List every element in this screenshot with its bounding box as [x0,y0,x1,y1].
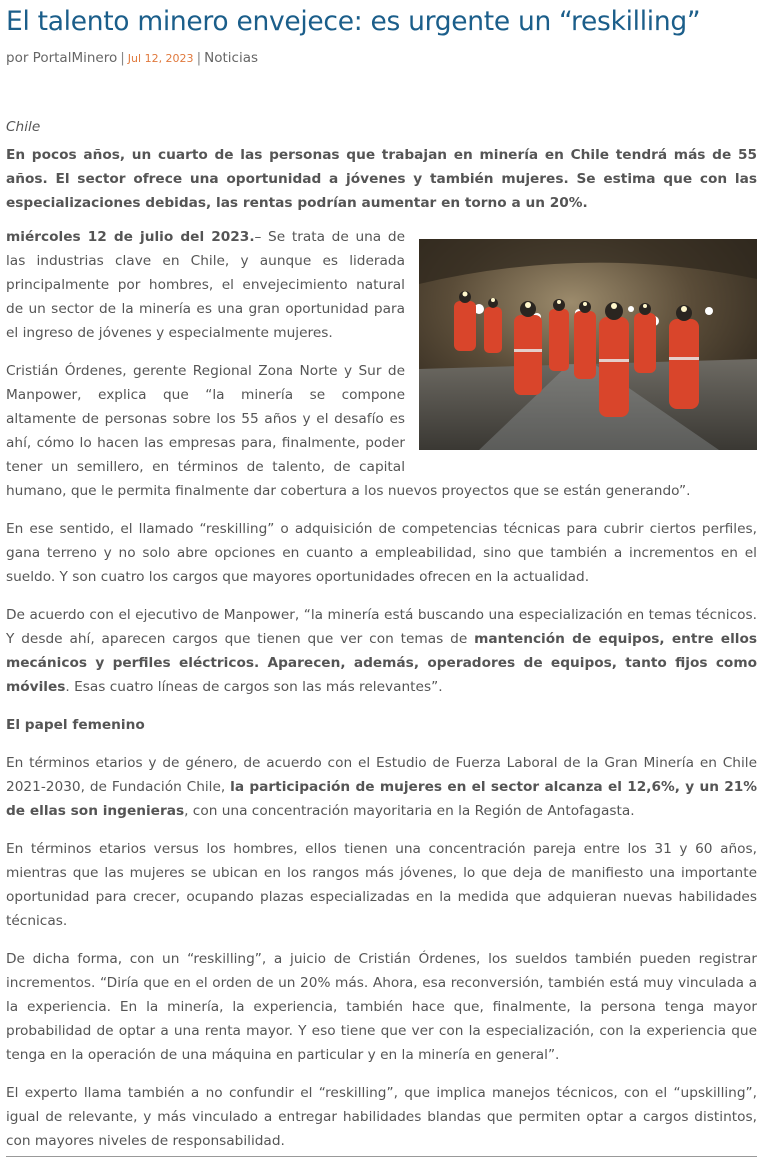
meta-separator: | [120,50,125,66]
article-body [6,115,757,1153]
bottom-divider [6,1156,757,1157]
paragraph-5 [6,751,757,823]
article-title: El talento minero envejece: es urgente un “reskilling” [6,6,701,37]
paragraph-5-bold: la participación de mujeres en el sector alcanza el 12,6%, y un 21% de ellas son ingenieras [6,779,757,819]
paragraph-6: En términos etarios versus los hombres, ellos tienen una concentración pareja entre los 31 y 60 años, mientras que las mujeres se ubican en los rangos más jóvenes, lo que deja de manifiesto una importante oportunidad para crecer, ocupando plazas especializadas en la medida que adquieran nuevas habilidades técnicas. [6,841,757,929]
paragraph-4-text-b: . Esas cuatro líneas de cargos son las más relevantes”. [65,679,443,695]
post-meta [6,48,757,69]
paragraph-5-text-b: , con una concentración mayoritaria en la Región de Antofagasta. [184,803,635,819]
author-link[interactable]: PortalMinero [32,50,118,66]
paragraph-3: En ese sentido, el llamado “reskilling” o adquisición de competencias técnicas para cubrir ciertos perfiles, gana terreno y no solo abre opciones en cuanto a empleabilidad, sino que también a incrementos en el sueldo. Y son cuatro los cargos que mayores oportunidades ofrecen en la actualidad. [6,521,757,585]
article [6,0,757,1167]
paragraph-5-text-a: En términos etarios y de género, de acuerdo con el Estudio de Fuerza Laboral de la Gran Minería en Chile 2021-2030, de Fundación Chile, [6,755,757,795]
article-kicker: Chile [6,119,41,135]
paragraph-4-bold: mantención de equipos, entre ellos mecánicos y perfiles eléctricos. Aparecen, además, operadores de equipos, tanto fijos como móviles [6,631,758,695]
dateline: miércoles 12 de julio del 2023. [6,229,255,245]
paragraph-2: Cristián Órdenes, gerente Regional Zona Norte y Sur de Manpower, explica que “la minería se compone altamente de personas sobre los 55 años y el desafío es ahí, cómo lo hacen las empresas para, finalmente, poder tener un semillero, en términos de talento, de capital humano, que le permita finalmente dar cobertura a los nuevos proyectos que se están generando”. [6,363,691,499]
category-link[interactable]: Noticias [204,50,259,66]
by-prefix: por [6,50,33,66]
paragraph-1-text: – Se trata de una de las industrias clave en Chile, y aunque es liderada principalmente por hombres, el envejecimiento natural de un sector de la minería es una gran oportunidad para el ingreso de jóvenes y especialmente mujeres. [6,229,405,341]
paragraph-4-text-a: De acuerdo con el ejecutivo de Manpower, “la minería está buscando una especialización en temas técnicos. Y desde ahí, aparecen cargos que tienen que ver con temas de [6,607,757,647]
article-lead: En pocos años, un cuarto de las personas que trabajan en minería en Chile tendrá más de 55 años. El sector ofrece una oportunidad a jóvenes y también mujeres. Se estima que con las especializaciones debidas, las rentas podrían aumentar en torno a un 20%. [6,147,757,211]
paragraph-4 [6,603,757,699]
section-subheading: El papel femenino [6,717,145,733]
post-date: Jul 12, 2023 [127,52,194,65]
paragraph-8: El experto llama también a no confundir el “reskilling”, que implica manejos técnicos, con el “upskilling”, igual de relevante, y más vinculado a entregar habilidades blandas que permiten optar a cargos distintos, con mayores niveles de responsabilidad. [6,1085,757,1149]
meta-separator: | [196,50,202,66]
paragraph-7: De dicha forma, con un “reskilling”, a juicio de Cristián Órdenes, los sueldos también pueden registrar incrementos. “Diría que en el orden de un 20% más. Ahora, esa reconversión, también está muy vinculada a la experiencia. En la minería, la experiencia, también hace que, finalmente, la persona tenga mayor probabilidad de optar a una renta mayor. Y eso tiene que ver con la especialización, con la experiencia que tenga en la operación de una máquina en particular y en la minería en general”. [6,951,757,1063]
miners-tunnel-photo [419,239,757,450]
